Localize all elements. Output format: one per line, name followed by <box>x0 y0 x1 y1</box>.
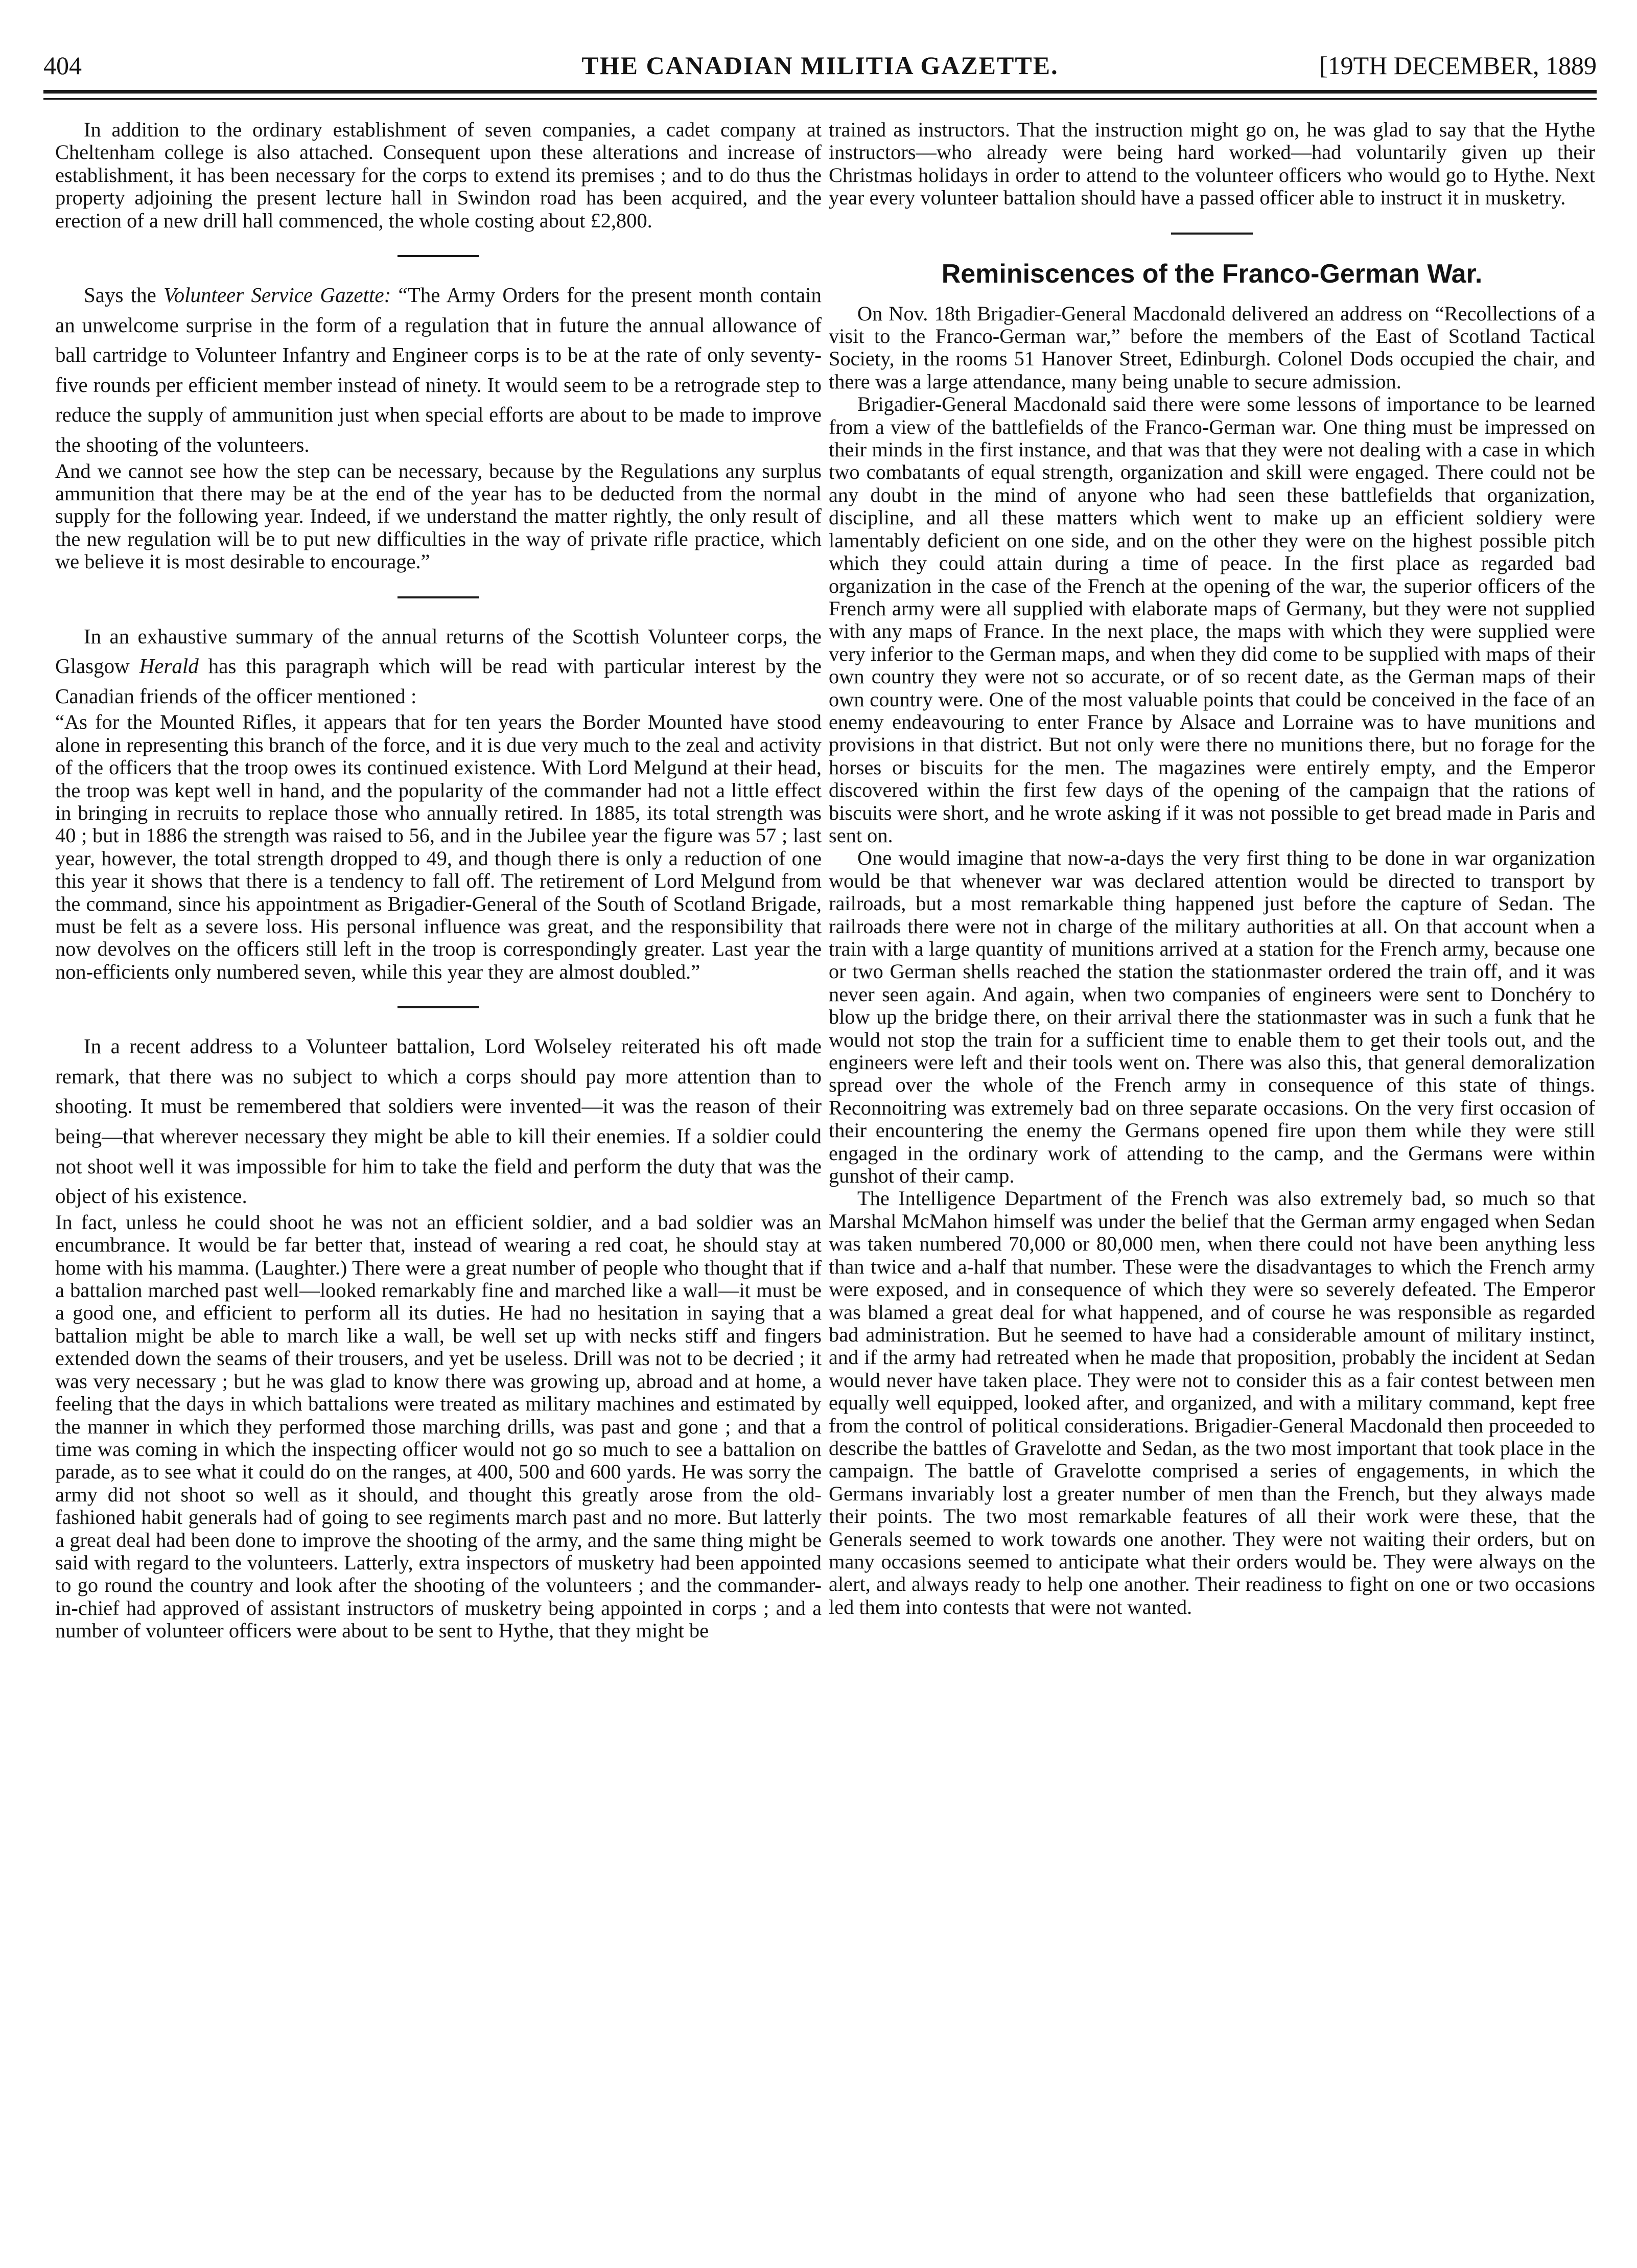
section-divider <box>397 255 479 257</box>
address-paragraph: On Nov. 18th Brigadier-General Macdonald delivered an address on “Recollections of a visit to the Franco-German war,” before the members of the East of Scotland Tactical Society, in the rooms 51 Hanover Street, Edinburgh. Colonel Dods occupied the chair, and there was a large attendance, many being unable to secure admission. <box>829 302 1595 393</box>
intelligence-paragraph: The Intelligence Department of the French was also extremely bad, so much so that Marshal McMahon himself was under the belief that the German army engaged when Sedan was taken numbered 70,000 or 80,000 men, when there could not have been anything less than twice and a-half that number. These were the disadvantages to which the French army were exposed, and in consequence of which they were so severely defeated. The Emperor was blamed a great deal for what happened, and of course he was responsible as regarded bad administration. But he seemed to have had a considerable amount of military instinct, and if the army had retreated when he made that proposition, probably the incident at Sedan would never have taken place. They were not to consider this as a fair contest between men equally well equipped, looked after, and organized, and with a military command, kept free from the control of political considerations. Brigadier-General Macdonald then proceeded to describe the battles of Gravelotte and Sedan, as the two most important that took place in the campaign. The battle of Gravelotte comprised a series of engagements, in which the Germans invariably lost a greater number of men than the French, but they always made their points. The two most remarkable features of all their work were these, that the Generals seemed to work towards one another. They were not waiting their orders, but on many occasions seemed to anticipate what their orders would be. They were always on the alert, and always ready to help one another. Their readiness to fight on one or two occasions led them into contests that were not wanted. <box>829 1187 1595 1618</box>
herald-intro-text: In an exhaustive summary of the annual returns of the Scottish Volunteer corps, the Glasgow <box>55 624 822 678</box>
railroads-paragraph: One would imagine that now-a-days the very first thing to be done in war organization would be that whenever war was declared attention would be directed to transport by railroads, but a most remarkable thing happened just before the capture of Sedan. The railroads there were not in charge of the military authorities at all. On that account when a train with a large quantity of munitions arrived at a station for the French army, because one or two German shells reached the station the stationmaster ordered the train off, and it was never seen again. And again, when two companies of engineers were sent to Donchéry to blow up the bridge there, on their arrival there the stationmaster was in such a funk that he would not stop the train for a sufficient time to enable them to get their tools out, and the engineers were left and their tools went on. There was also this, that general demoralization spread over the whole of the French army in consequence of this state of things. Reconnoitring was extremely bad on three separate occasions. On the very first occasion of their encountering the enemy the Germans opened fire upon them while they were still engaged in the ordinary work of attending to the camp, and the Germans were within gunshot of their camp. <box>829 846 1595 1188</box>
wolseley-paragraph-cont: In fact, unless he could shoot he was not an efficient soldier, and a bad soldier was an encumbrance. It would be far better that, instead of wearing a red coat, he should stay at home with his mamma. (Laughter.) There were a great number of people who thought that if a battalion marched past well—looked remarkably fine and marched like a wall—it must be a good one, and efficient to perform all its duties. He had no hesitation in saying that a battalion might be able to march like a wall, be well set up with necks stiff and fingers extended down the seams of their trousers, and yet be useless. Drill was not to be decried ; it was very necessary ; but he was glad to know there was growing up, abroad and at home, a feeling that the days in which battalions were treated as military machines and estimated by the manner in which they performed those marching drills, was past and gone ; and that a time was coming in which the inspecting officer would not go so much to see a battalion on parade, as to see what it could do on the ranges, at 400, 500 and 600 yards. He was sorry the army did not shoot so well as it should, and thought this greatly arose from the old-fashioned habit generals had of going to see regiments march past and no more. But latterly a great deal had been done to improve the shooting of the army, and the same thing might be said with regard to the volunteers. Latterly, extra inspectors of musketry had been appointed to go round the country and look after the shooting of the volunteers ; and the commander-in-chief had approved of assistant instructors of musketry being appointed in corps ; and a number of volunteer officers were about to be sent to Hythe, that they might be <box>55 1210 822 1642</box>
article-heading: Reminiscences of the Franco-German War. <box>941 259 1483 289</box>
section-divider <box>397 596 479 598</box>
mounted-rifles-quote: “As for the Mounted Rifles, it appears that for ten years the Border Mounted have stood alone in representing this branch of the force, and it is due very much to the zeal and activity of the officers that the troop owes its continued existence. With Lord Melgund at their head, the troop was kept well in hand, and the popularity of the commander had not a little effect in bringing in recruits to replace those who annually retired. In 1885, its total strength was 40 ; but in 1886 the strength was raised to 56, and in the Jubilee year the figure was 57 ; last year, however, the total strength dropped to 49, and though there is only a reduction of one this year it shows that there is a tendency to fall off. The retirement of Lord Melgund from the command, since his appointment as Brigadier-General of the South of Scotland Brigade, must be felt as a severe loss. His personal influence was great, and the responsibility that now devolves on the officers still left in the troop is correspondingly greater. Last year the non-efficients only numbered seven, while this year they are almost doubled.” <box>55 710 822 983</box>
header-rule-thin <box>43 98 1597 100</box>
newspaper-title: THE CANADIAN MILITIA GAZETTE. <box>581 51 1059 80</box>
volunteer-gazette-paragraph-cont: And we cannot see how the step can be necessary, because by the Regulations any surplus ammunition that there may be at the end of the year has to be deducted from the normal supply for the following year. Indeed, if we understand the matter rightly, the only result of the new regulation will be to put new difficulties in the way of private rifle practice, which we believe it is most desirable to encourage.” <box>55 459 822 573</box>
issue-date: [19TH DECEMBER, 1889 <box>1319 51 1597 80</box>
right-column <box>829 119 1595 2250</box>
herald-intro-paragraph <box>55 621 822 711</box>
page-number: 404 <box>43 51 82 80</box>
hythe-paragraph: trained as instructors. That the instruction might go on, he was glad to say that the Hythe instructors—who already were being hard worked—had voluntarily given up their Christmas holidays in order to attend to the volunteer officers who would go to Hythe. Next year every volunteer battalion should have a passed officer able to instruct it in musketry. <box>829 119 1595 210</box>
section-divider <box>1171 233 1253 235</box>
source-title: Herald <box>139 654 199 678</box>
volunteer-gazette-paragraph <box>55 280 822 460</box>
left-column <box>55 119 822 2250</box>
lessons-paragraph: Brigadier-General Macdonald said there were some lessons of importance to be learned from a view of the battlefields of the Franco-German war. One thing must be impressed on their minds in the first instance, and that was that they were not dealing with a case in which two combatants of equal strength, organization and skill were engaged. There could not be any doubt in the mind of anyone who had seen these battlefields that organization, discipline, and all these matters which went to make up an efficient soldiery were lamentably deficient on one side, and on the other they were on the highest possible pitch which they could attain during a time of peace. In the first place as regarded bad organization in the case of the French at the opening of the war, the superior officers of the French army were all supplied with elaborate maps of Germany, but they were not supplied with any maps of France. In the next place, the maps with which they were supplied were very inferior to the German maps, and when they did come to be supplied with maps of their own country they were not so accurate, or of so recent date, as the German maps of their own country were. One of the most valuable points that could be conceived in the face of an enemy endeavouring to enter France by Alsace and Lorraine was to have munitions and provisions in that district. But not only were there no munitions there, but no forage for the horses or biscuits for the men. The magazines were entirely empty, and the Emperor discovered within the first few days of the opening of the campaign that the rations of biscuits were short, and he wrote asking if it was not possible to get bread made in Paris and sent on. <box>829 392 1595 847</box>
quote-intro: Says the <box>84 283 164 307</box>
cheltenham-paragraph: In addition to the ordinary establishment of seven companies, a cadet company at Cheltenham college is also attached. Consequent upon these alterations and increase of establishment, it has been necessary for the corps to extend its premises ; and to do thus the property adjoining the present lecture hall in Swindon road has been acquired, and the erection of a new drill hall commenced, the whole costing about £2,800. <box>55 119 822 232</box>
header-rule-thick <box>43 90 1597 94</box>
page-header <box>43 49 1597 82</box>
quote-text: “The Army Orders for the present month contain an unwelcome surprise in the form of a regulation that in future the annual allowance of ball cartridge to Volunteer Infantry and Engineer corps is to be at the rate of only seventy-five rounds per efficient member instead of ninety. It would seem to be a retrograde step to reduce the supply of ammunition just when special efforts are about to be made to improve the shooting of the volunteers. <box>55 283 822 456</box>
wolseley-paragraph: In a recent address to a Volunteer battalion, Lord Wolseley reiterated his oft made remark, that there was no subject to which a corps should pay more attention than to shooting. It must be remembered that soldiers were invented—it was the reason of their being—that wherever necessary they might be able to kill their enemies. If a soldier could not shoot well it was impossible for him to take the field and perform the duty that was the object of his existence. <box>55 1034 822 1208</box>
section-divider <box>397 1006 479 1008</box>
source-title: Volunteer Service Gazette: <box>163 283 391 307</box>
herald-intro-text-cont: has this paragraph which will be read with particular interest by the Canadian friends of the officer mentioned : <box>55 654 822 708</box>
